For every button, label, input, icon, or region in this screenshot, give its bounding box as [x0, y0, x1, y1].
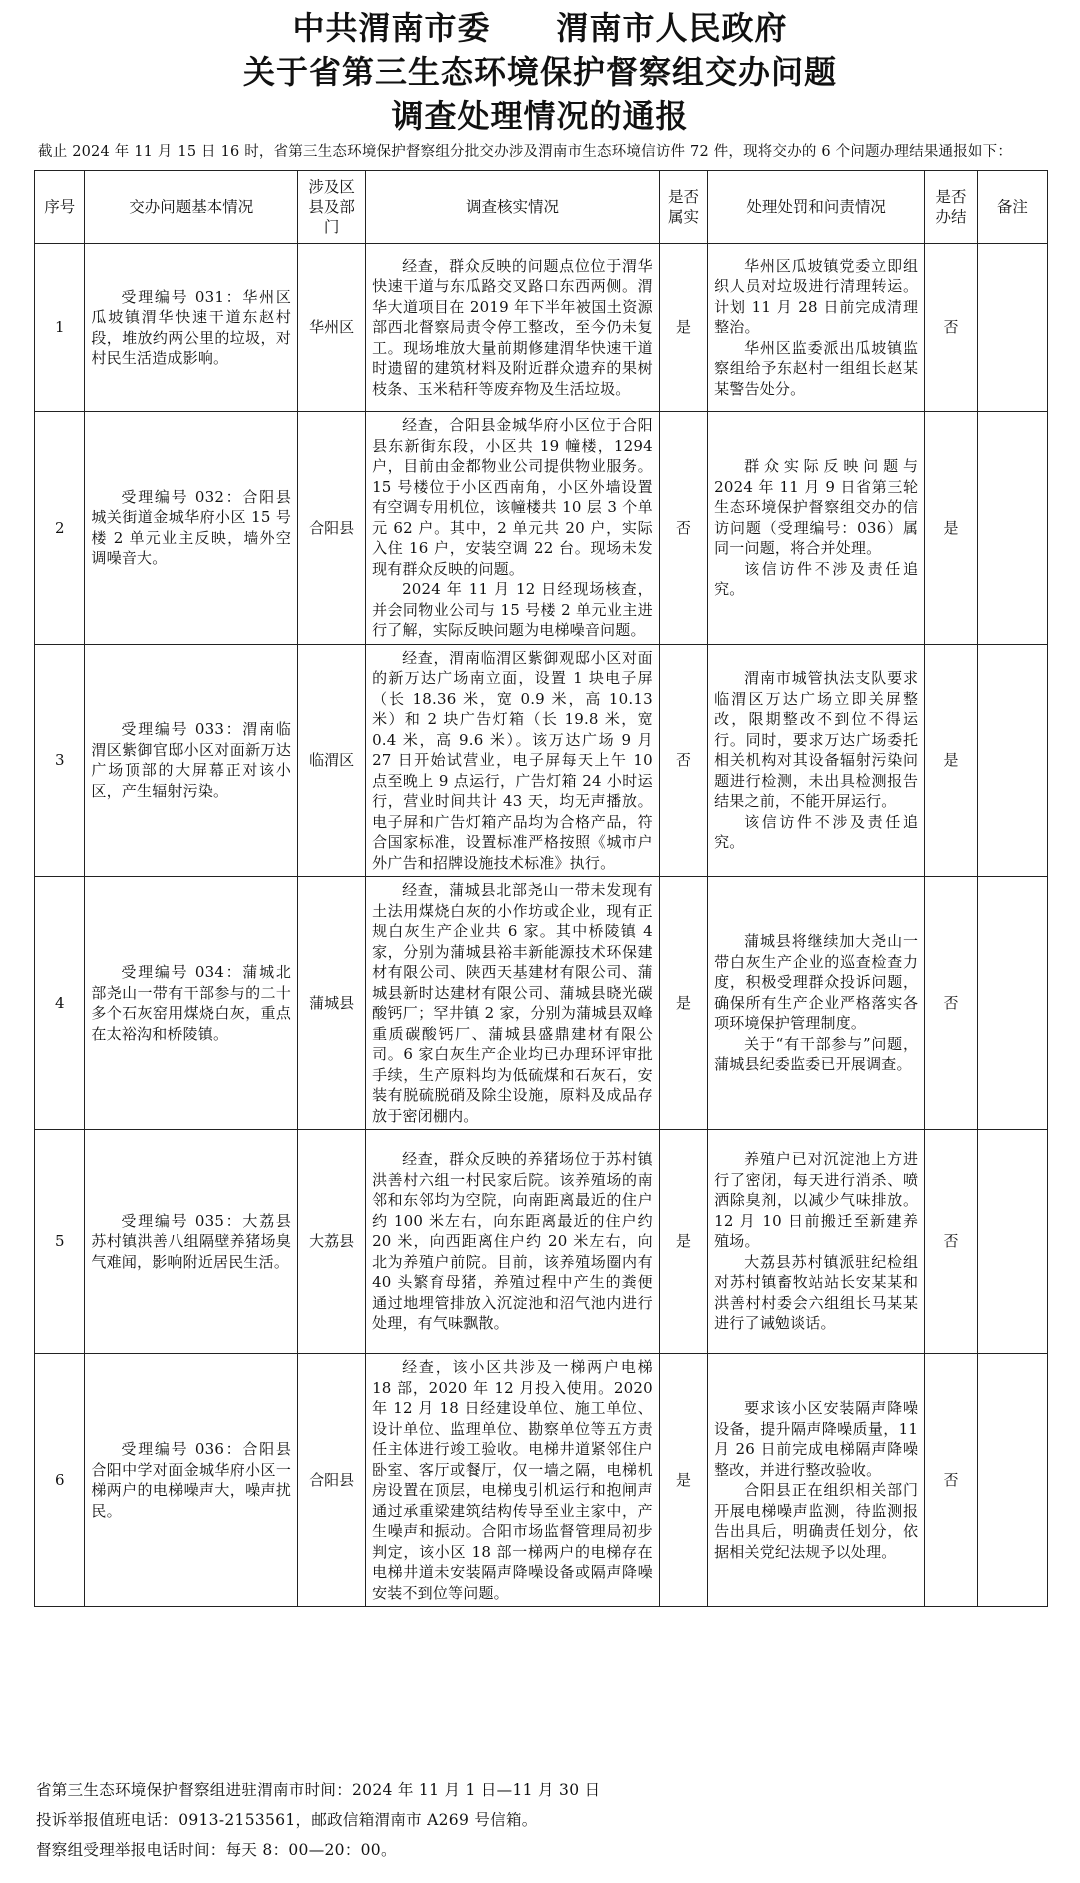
- cell-done: 否: [925, 244, 978, 412]
- cell-handling-paragraph: 该信访件不涉及责任追究。: [714, 559, 919, 598]
- cell-investigation-paragraph: 经查，该小区共涉及一梯两户电梯 18 部，2020 年 12 月投入使用。2020 年 12 月 18 日经建设单位、施工单位、设计单位、监理单位、勘察单位等五方责任主体进行竣工验收。电梯井道紧邻住户卧室、客厅或餐厅，仅一墙之隔，电梯机房设置在顶层，电梯曳引机运行和抱闸声通过承重梁建筑结构传导至业主家中，产生噪声和振动。合阳市场监督管理局初步判定，该小区 18 部一梯两户的电梯存在电梯井道未安装隔声降噪设备或隔声降噪安装不到位等问题。: [372, 1358, 653, 1602]
- cell-handling-paragraph: 渭南市城管执法支队要求临渭区万达广场立即关屏整改，限期整改不到位不得运行。同时，要求万达广场委托相关机构对其设备辐射污染问题进行检测，未出具检测报告结果之前，不能开屏运行。: [714, 669, 919, 810]
- cell-handling-paragraph: 关于“有干部参与”问题，蒲城县纪委监委已开展调查。: [714, 1034, 919, 1074]
- cell-done: 否: [925, 1130, 978, 1354]
- cell-no: 4: [35, 877, 85, 1130]
- cell-investigation: [366, 1130, 660, 1354]
- cell-fact: 是: [659, 877, 707, 1130]
- table-row: [35, 1354, 1048, 1607]
- cell-investigation: [366, 877, 660, 1130]
- cell-handling-paragraph: 群众实际反映问题与 2024 年 11 月 9 日省第三轮生态环境保护督察组交办的信访问题（受理编号：036）属同一问题，将合并处理。: [714, 457, 919, 557]
- cell-basic: [85, 1354, 298, 1607]
- cell-handling: [708, 1354, 925, 1607]
- cell-area: 大荔县: [298, 1130, 366, 1354]
- cell-handling-paragraph: 华州区监委派出瓜坡镇监察组给予东赵村一组组长赵某某警告处分。: [714, 338, 919, 398]
- cell-investigation-paragraph: 经查，群众反映的问题点位位于渭华快速干道与东瓜路交叉路口东西两侧。渭华大道项目在 2019 年下半年被国土资源部西北督察局责令停工整改，至今仍未复工。现场堆放大量前期修建渭华快速干道时遗留的建筑材料及附近群众遗弃的果树枝条、玉米秸秆等废弃物及生活垃圾。: [372, 256, 653, 398]
- cell-remark: [977, 412, 1047, 645]
- table-header-row: [35, 171, 1048, 244]
- cell-handling-paragraph: 要求该小区安装隔声降噪设备，提升隔声降噪质量，11 月 26 日前完成电梯隔声降噪整改，并进行整改验收。: [714, 1399, 919, 1479]
- cell-no: 6: [35, 1354, 85, 1607]
- cell-investigation-paragraph: 经查，群众反映的养猪场位于苏村镇洪善村六组一村民家后院。该养殖场的南邻和东邻均为空院，向南距离最近的住户约 100 米左右，向东距离最近的住户约 20 米，向西距离住户约 20 米左右，向北为养殖户前院。目前，该养殖场圈内有 40 头繁育母猪，养殖过程中产生的粪便通过地埋管排放入沉淀池和沼气池内进行处理，有气味飘散。: [372, 1150, 653, 1333]
- title-line-3: 调查处理情况的通报: [391, 97, 689, 135]
- cell-basic-paragraph: 受理编号 036：合阳县合阳中学对面金城华府小区一梯两户的电梯噪声大，噪声扰民。: [91, 1440, 292, 1520]
- cell-handling: [708, 412, 925, 645]
- cell-basic: [85, 1130, 298, 1354]
- cell-fact: 否: [659, 412, 707, 645]
- table-row: [35, 877, 1048, 1130]
- footer-line-2: 投诉举报值班电话：0913-2153561，邮政信箱渭南市 A269 号信箱。: [36, 1811, 538, 1829]
- title-line-2: 关于省第三生态环境保护督察组交办问题: [242, 53, 837, 91]
- cell-basic-paragraph: 受理编号 033：渭南临渭区紫御官邸小区对面新万达广场顶部的大屏幕正对该小区，产生辐射污染。: [91, 720, 292, 800]
- header-area: 涉及区县及部门: [298, 171, 366, 244]
- cell-handling: [708, 244, 925, 412]
- cell-basic: [85, 412, 298, 645]
- cell-handling-paragraph: 合阳县正在组织相关部门开展电梯噪声监测，待监测报告出具后，明确责任划分，依据相关党纪法规予以处理。: [714, 1481, 919, 1561]
- header-remark: 备注: [977, 171, 1047, 244]
- cell-handling-paragraph: 大荔县苏村镇派驻纪检组对苏村镇畜牧站站长安某某和洪善村村委会六组组长马某某进行了诫勉谈话。: [714, 1252, 919, 1333]
- cell-basic-paragraph: 受理编号 032：合阳县城关街道金城华府小区 15 号楼 2 单元业主反映，墙外空调噪音大。: [91, 487, 292, 568]
- cell-done: 是: [925, 644, 978, 877]
- cell-investigation-paragraph: 经查，合阳县金城华府小区位于合阳县东新街东段，小区共 19 幢楼，1294 户，目前由金都物业公司提供物业服务。15 号楼位于小区西南角，小区外墙设置有空调专用机位，该幢楼共 10 层 3 个单元 62 户。其中，2 单元共 20 户，实际入住 16 户，安装空调 22 台。现场未发现有群众反映的问题。: [372, 416, 653, 578]
- cell-no: 5: [35, 1130, 85, 1354]
- footer-line-3: 督察组受理举报电话时间：每天 8：00—20：00。: [36, 1841, 397, 1859]
- cell-fact: 是: [659, 1130, 707, 1354]
- cell-handling-paragraph: 养殖户已对沉淀池上方进行了密闭，每天进行消杀、喷洒除臭剂，以减少气味排放。12 月 10 日前搬迁至新建养殖场。: [714, 1150, 919, 1251]
- intro-paragraph: 截止 2024 年 11 月 15 日 16 时，省第三生态环境保护督察组分批交办涉及渭南市生态环境信访件 72 件，现将交办的 6 个问题办理结果通报如下：: [38, 144, 1013, 160]
- table-row: [35, 244, 1048, 412]
- cell-handling-paragraph: 华州区瓜坡镇党委立即组织人员对垃圾进行清理转运。计划 11 月 28 日前完成清理整治。: [714, 256, 919, 337]
- cell-fact: 是: [659, 244, 707, 412]
- cell-remark: [977, 1130, 1047, 1354]
- cell-basic: [85, 877, 298, 1130]
- cell-area: 临渭区: [298, 644, 366, 877]
- cell-basic: [85, 644, 298, 877]
- cell-area: 华州区: [298, 244, 366, 412]
- cell-basic: [85, 244, 298, 412]
- header-investigation: 调查核实情况: [366, 171, 660, 244]
- cell-investigation: [366, 412, 660, 645]
- cell-done: 否: [925, 1354, 978, 1607]
- cell-no: 3: [35, 644, 85, 877]
- cell-basic-paragraph: 受理编号 031：华州区瓜坡镇渭华快速干道东赵村段，堆放约两公里的垃圾，对村民生活造成影响。: [91, 287, 292, 367]
- cell-basic-paragraph: 受理编号 034：蒲城北部尧山一带有干部参与的二十多个石灰窑用煤烧白灰，重点在太裕沟和桥陵镇。: [91, 963, 292, 1043]
- cell-handling: [708, 1130, 925, 1354]
- table-row: [35, 412, 1048, 645]
- title-line-1: 中共渭南市委 渭南市人民政府: [292, 9, 788, 47]
- cell-fact: 否: [659, 644, 707, 877]
- cell-handling-paragraph: 该信访件不涉及责任追究。: [714, 812, 919, 851]
- cell-handling: [708, 877, 925, 1130]
- cell-area: 蒲城县: [298, 877, 366, 1130]
- cell-basic-paragraph: 受理编号 035：大荔县苏村镇洪善八组隔壁养猪场臭气难闻，影响附近居民生活。: [91, 1211, 292, 1271]
- header-done: 是否办结: [925, 171, 978, 244]
- cell-no: 2: [35, 412, 85, 645]
- footer-line-1: 省第三生态环境保护督察组进驻渭南市时间：2024 年 11 月 1 日—11 月 30 日: [36, 1781, 601, 1799]
- cell-area: 合阳县: [298, 1354, 366, 1607]
- cell-investigation: [366, 644, 660, 877]
- header-fact: 是否属实: [659, 171, 707, 244]
- cell-investigation-paragraph: 经查，蒲城县北部尧山一带未发现有土法用煤烧白灰的小作坊或企业，现有正规白灰生产企业共 6 家。其中桥陵镇 4 家，分别为蒲城县裕丰新能源技术环保建材有限公司、陕西天基建材有限公司、蒲城县新时达建材有限公司、蒲城县晓光碳酸钙厂；罕井镇 2 家，分别为蒲城县双峰重质碳酸钙厂、蒲城县盛鼎建材有限公司。6 家白灰生产企业均已办理环评审批手续，生产原料均为低硫煤和石灰石，安装有脱硫脱硝及除尘设施，原料及成品存放于密闭棚内。: [372, 881, 653, 1125]
- document-title: [0, 6, 1080, 138]
- table-row: [35, 644, 1048, 877]
- cell-investigation: [366, 244, 660, 412]
- cell-remark: [977, 644, 1047, 877]
- table-row: [35, 1130, 1048, 1354]
- cell-done: 否: [925, 877, 978, 1130]
- cell-remark: [977, 877, 1047, 1130]
- cell-investigation-paragraph: 2024 年 11 月 12 日经现场核查，并会同物业公司与 15 号楼 2 单元业主进行了解，实际反映问题为电梯噪音问题。: [372, 580, 653, 639]
- cell-remark: [977, 1354, 1047, 1607]
- header-handling: 处理处罚和问责情况: [708, 171, 925, 244]
- cell-fact: 是: [659, 1354, 707, 1607]
- cell-area: 合阳县: [298, 412, 366, 645]
- cell-done: 是: [925, 412, 978, 645]
- cell-investigation-paragraph: 经查，渭南临渭区紫御观邸小区对面的新万达广场南立面，设置 1 块电子屏（长 18.36 米，宽 0.9 米，高 10.13 米）和 2 块广告灯箱（长 19.8 米，宽 0.4 米，高 9.6 米）。该万达广场 9 月 27 日开始试营业，电子屏每天上午 10 点至晚上 9 点运行，广告灯箱 24 小时运行，营业时间共计 43 天，均无声播放。电子屏和广告灯箱产品均为合格产品，符合国家标准，设置标准严格按照《城市户外广告和招牌设施技术标准》执行。: [372, 648, 653, 872]
- cell-handling-paragraph: 蒲城县将继续加大尧山一带白灰生产企业的巡查检查力度，积极受理群众投诉问题，确保所有生产企业严格落实各项环境保护管理制度。: [714, 932, 919, 1033]
- report-table: [34, 170, 1048, 1607]
- cell-handling: [708, 644, 925, 877]
- cell-remark: [977, 244, 1047, 412]
- cell-no: 1: [35, 244, 85, 412]
- cell-investigation: [366, 1354, 660, 1607]
- header-no: 序号: [35, 171, 85, 244]
- header-basic: 交办问题基本情况: [85, 171, 298, 244]
